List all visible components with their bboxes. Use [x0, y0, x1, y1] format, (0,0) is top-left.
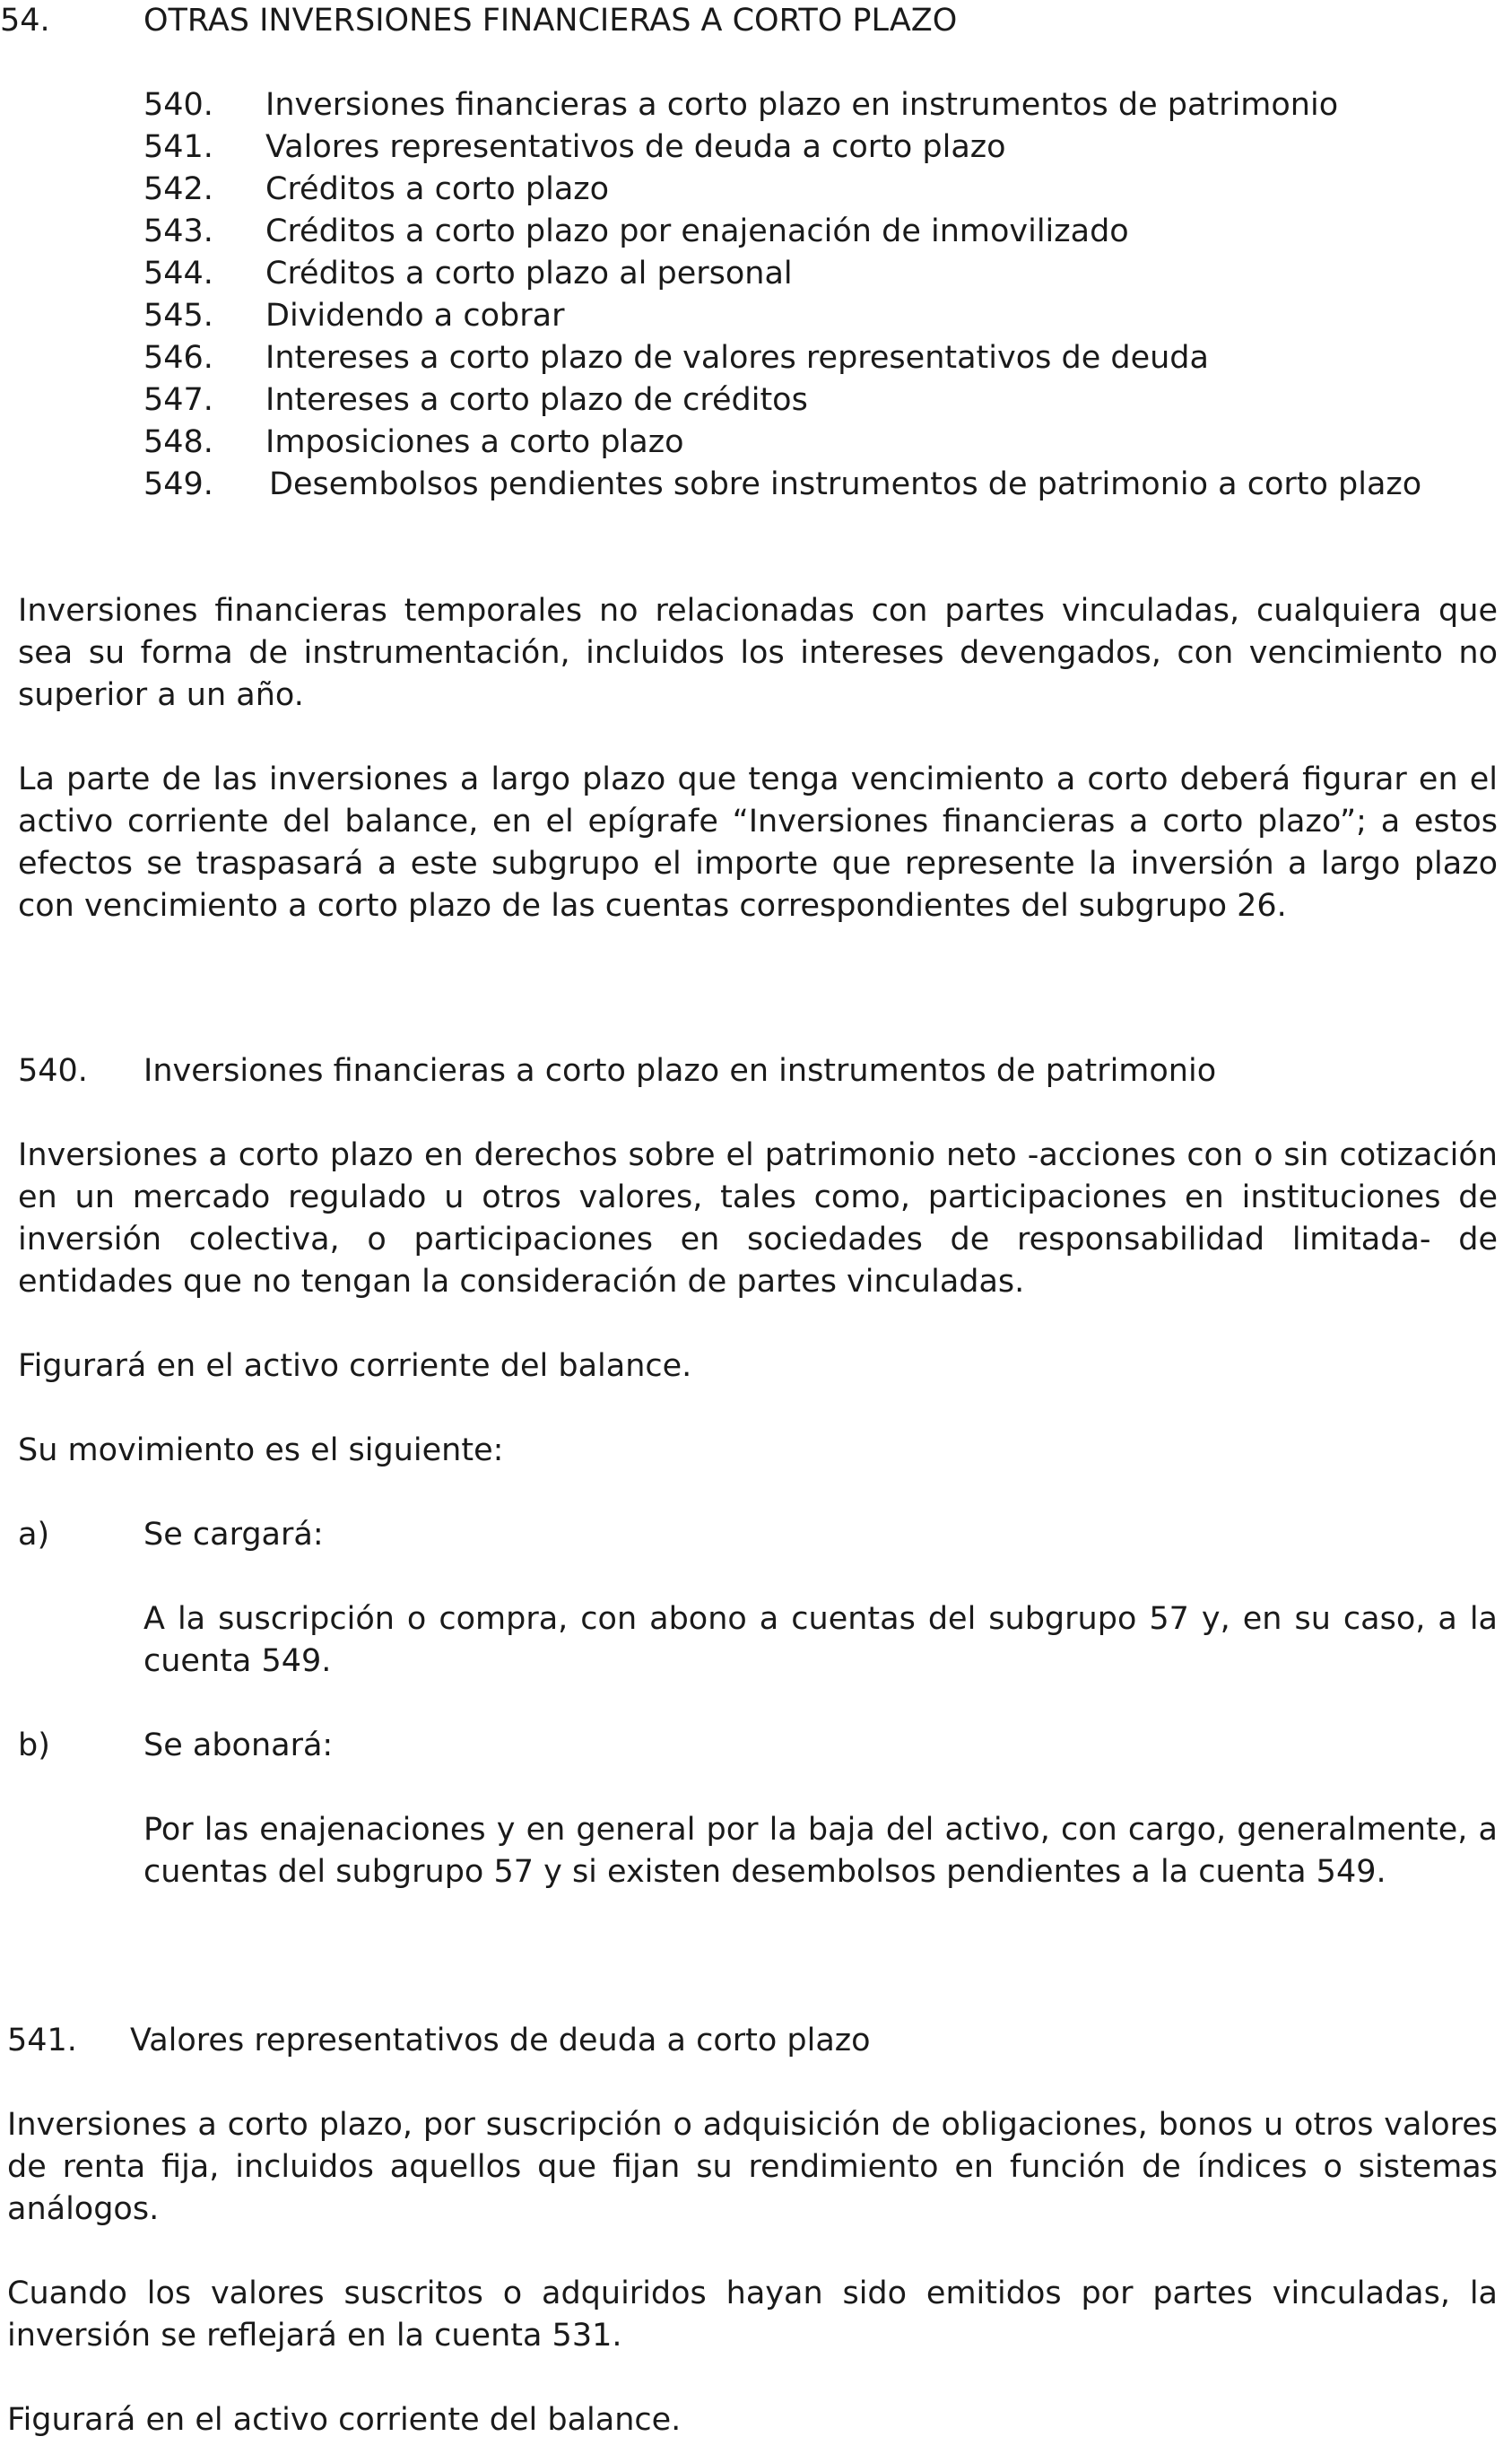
account-number: 542. — [143, 171, 213, 207]
account-label: Intereses a corto plazo de créditos — [265, 382, 808, 418]
account-number: 549. — [143, 466, 213, 502]
account-label: Dividendo a cobrar — [265, 298, 565, 334]
account-number: 541. — [143, 129, 213, 165]
account-label: Inversiones financieras a corto plazo en instrumentos de patrimonio — [265, 87, 1339, 123]
section-540-movement-intro: Su movimiento es el siguiente: — [18, 1432, 504, 1468]
account-label: Intereses a corto plazo de valores representativos de deuda — [265, 340, 1209, 376]
section-540-title: Inversiones financieras a corto plazo en instrumentos de patrimonio — [143, 1053, 1217, 1089]
account-number: 544. — [143, 256, 213, 292]
account-number: 547. — [143, 382, 213, 418]
item-a-letter: a) — [18, 1517, 50, 1553]
section-541-linked-note: Cuando los valores suscritos o adquiridos hayan sido emitidos por partes vinculadas, la inversión se reflejará en la cuenta 531. — [7, 2276, 1498, 2354]
account-label: Valores representativos de deuda a corto plazo — [265, 129, 1006, 165]
intro-paragraph: Inversiones financieras temporales no relacionadas con partes vinculadas, cualquiera que sea su forma de instrumentación, incluidos los intereses devengados, con vencimiento no superior a un año. — [18, 593, 1498, 713]
section-540-description: Inversiones a corto plazo en derechos sobre el patrimonio neto -acciones con o sin cotización en un mercado regulado u otros valores, tales como, participaciones en instituciones de inversión colectiva, o participaciones en sociedades de responsabilidad limitada- de entidades que no tengan la consideración de partes vinculadas. — [18, 1137, 1498, 1300]
intro-paragraph: La parte de las inversiones a largo plazo que tenga vencimiento a corto deberá figurar en el activo corriente del balance, en el epígrafe “Inversiones financieras a corto plazo”; a estos efectos se traspasará a este subgrupo el importe que represente la inversión a largo plazo con vencimiento a corto plazo de las cuentas correspondientes del subgrupo 26. — [18, 761, 1498, 924]
section-541-description: Inversiones a corto plazo, por suscripción o adquisición de obligaciones, bonos u otros valores de renta fija, incluidos aquellos que fijan su rendimiento en función de índices o sistemas análogos. — [7, 2107, 1498, 2227]
account-label: Créditos a corto plazo por enajenación de inmovilizado — [265, 213, 1129, 249]
heading-title: OTRAS INVERSIONES FINANCIERAS A CORTO PLAZO — [143, 3, 958, 39]
item-b-label: Se abonará: — [143, 1727, 334, 1763]
heading-number: 54. — [0, 3, 50, 39]
item-a-text: A la suscripción o compra, con abono a cuentas del subgrupo 57 y, en su caso, a la cuenta 549. — [143, 1601, 1498, 1679]
account-label: Créditos a corto plazo al personal — [265, 256, 793, 292]
item-b-letter: b) — [18, 1727, 50, 1763]
account-number: 548. — [143, 424, 213, 460]
item-a-label: Se cargará: — [143, 1517, 324, 1553]
section-540-number: 540. — [18, 1053, 88, 1089]
section-541-balance-note: Figurará en el activo corriente del balance. — [7, 2402, 682, 2438]
section-541-title: Valores representativos de deuda a corto plazo — [130, 2023, 871, 2058]
account-number: 540. — [143, 87, 213, 123]
account-number: 545. — [143, 298, 213, 334]
section-541-number: 541. — [7, 2023, 77, 2058]
section-540-balance-note: Figurará en el activo corriente del balance. — [18, 1348, 692, 1384]
account-label: Créditos a corto plazo — [265, 171, 610, 207]
account-number: 546. — [143, 340, 213, 376]
account-label: Desembolsos pendientes sobre instrumentos de patrimonio a corto plazo — [269, 466, 1422, 502]
item-b-text: Por las enajenaciones y en general por la baja del activo, con cargo, generalmente, a cuentas del subgrupo 57 y si existen desembolsos pendientes a la cuenta 549. — [143, 1812, 1498, 1890]
account-label: Imposiciones a corto plazo — [265, 424, 684, 460]
account-number: 543. — [143, 213, 213, 249]
